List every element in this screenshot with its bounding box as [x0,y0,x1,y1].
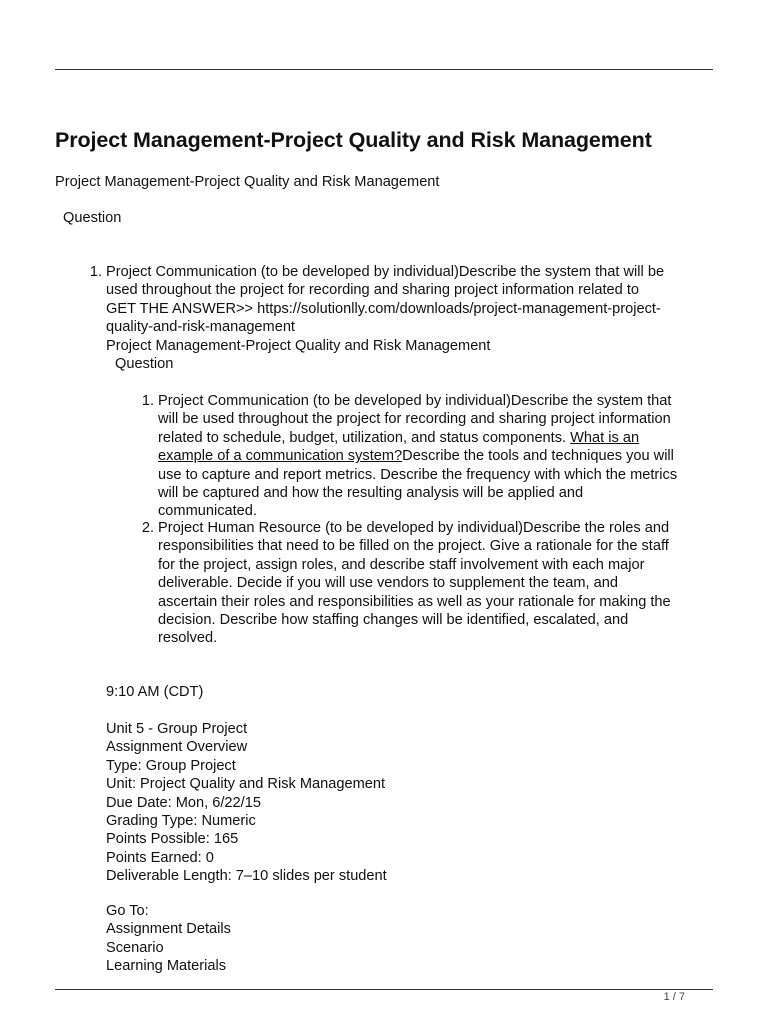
assignment-line: Type: Group Project [106,757,236,774]
assignment-line: Due Date: Mon, 6/22/15 [106,794,261,811]
assignment-line: Unit: Project Quality and Risk Management [106,776,386,793]
nested-question-label: Question [115,356,174,373]
page-indicator: 1 / 7 [663,991,685,1003]
list-item-line: GET THE ANSWER>> https://solutionlly.com/downloads/project-management-project- [106,300,661,317]
text-span: related to schedule, budget, utilization, and status components. [158,429,571,446]
goto-label: Go To: [106,903,149,919]
assignment-line: Deliverable Length: 7–10 slides per student [106,868,387,885]
page-title: Project Management-Project Quality and Risk Management [55,128,652,152]
list-item-line: used throughout the project for recording and sharing project information related to [106,282,639,299]
top-rule [55,69,713,70]
list-number: 1. [141,393,154,409]
text-span: Describe the tools and techniques you will [402,448,674,465]
assignment-line: Unit 5 - Group Project [106,721,248,737]
goto-item: Learning Materials [106,958,227,975]
list-item [106,263,664,373]
assignment-overview [106,720,387,886]
list-item-line: ascertain their roles and responsibilities as well as your rationale for making the [158,593,671,610]
list-item-line: responsibilities that need to be filled on the project. Give a rationale for the staff [158,538,669,555]
list-item-line: Project Human Resource (to be developed by individual)Describe the roles and [158,520,670,536]
list-number: 2. [141,520,154,536]
list-number: 1. [89,264,102,280]
communication-system-link[interactable]: example of a communication system? [158,448,403,465]
list-item-line: use to capture and report metrics. Describe the frequency with which the metrics [158,466,678,483]
timestamp: 9:10 AM (CDT) [106,684,204,700]
list-item-line: resolved. [158,630,218,647]
assignment-line: Points Possible: 165 [106,831,239,848]
bottom-rule [55,989,713,990]
assignment-line: Assignment Overview [106,739,248,756]
list-item [158,519,671,648]
list-item-line: communicated. [158,503,257,520]
list-item-line: for the project, assign roles, and describe staff involvement with each major [158,556,645,573]
goto-item: Assignment Details [106,921,231,938]
document-subtitle: Project Management-Project Quality and Risk Management [55,174,440,190]
list-item-line: Project Communication (to be developed by individual)Describe the system that [158,393,672,409]
assignment-line: Grading Type: Numeric [106,813,256,830]
list-item-line: will be used throughout the project for recording and sharing project information [158,411,671,428]
list-item-line: will be captured and how the resulting analysis will be applied and [158,485,584,502]
goto-item: Scenario [106,939,164,956]
list-item [158,392,677,521]
list-item-line: Project Management-Project Quality and Risk Management [106,337,491,354]
question-label: Question [63,210,122,226]
list-item-line [158,429,677,447]
list-item-line: deliverable. Decide if you will use vendors to supplement the team, and [158,575,618,592]
goto-section [106,902,231,976]
list-item-line: quality-and-risk-management [106,319,295,336]
list-item-line: decision. Describe how staffing changes will be identified, escalated, and [158,612,629,629]
assignment-line: Points Earned: 0 [106,849,214,866]
list-item-line [158,447,677,465]
communication-system-link[interactable]: What is an [570,429,640,446]
list-item-line: Project Communication (to be developed by individual)Describe the system that will be [106,264,665,280]
